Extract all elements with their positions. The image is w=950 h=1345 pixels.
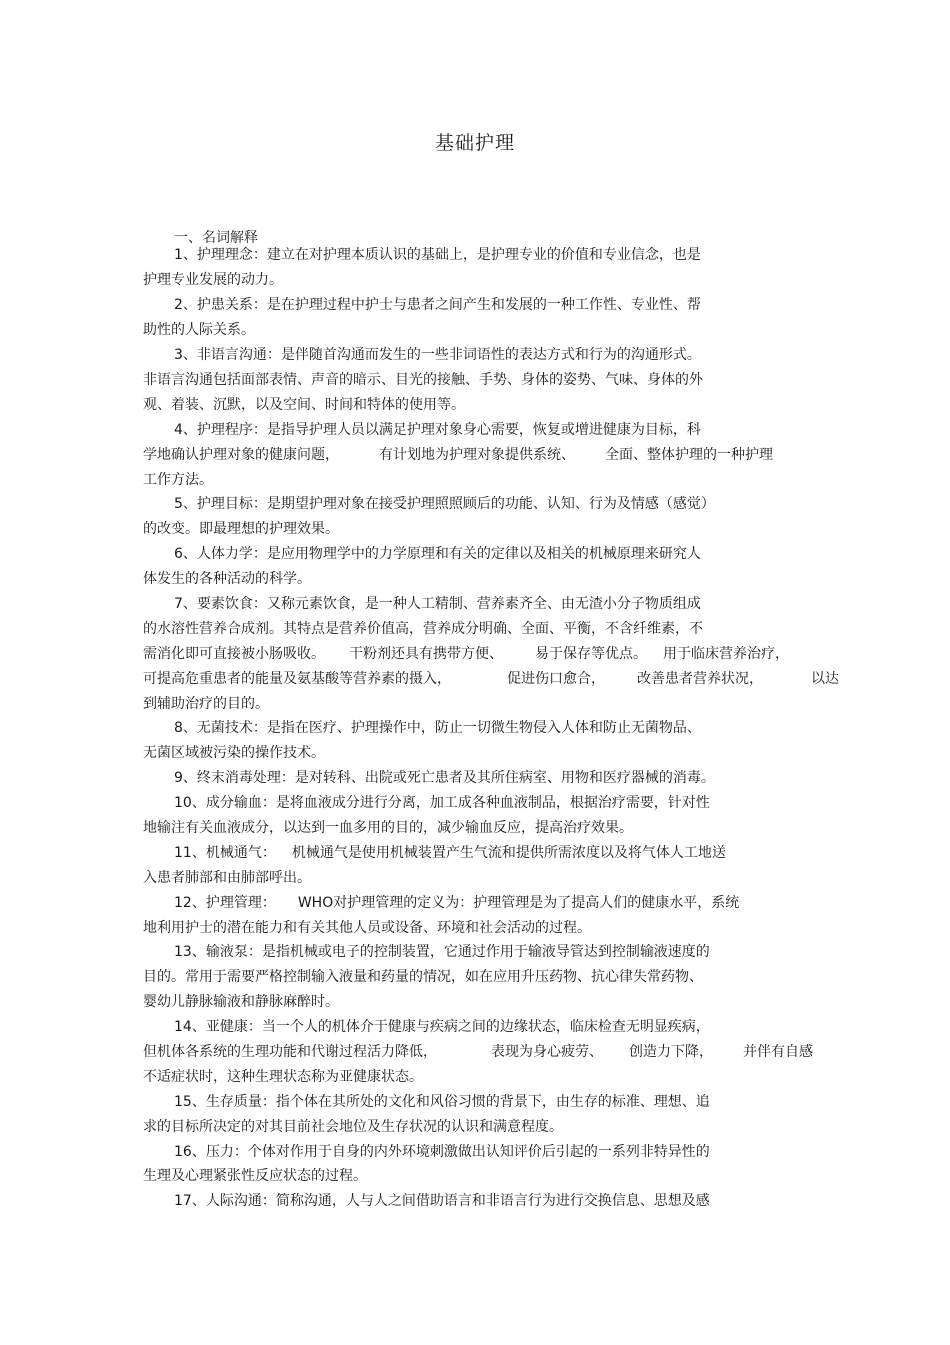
text-line [143, 370, 703, 390]
text-segment: 可提高危重患者的能量及氨基酸等营养素的摄入， [143, 671, 451, 687]
text-segment: 观、着装、沉默，以及空间、时间和特体的使用等。 [143, 397, 465, 413]
text-segment: 机械通气是使用机械装置产生气流和提供所需浓度以及将气体人工地送 [291, 845, 726, 861]
text-line [143, 669, 839, 689]
text-segment: 婴幼儿静脉输液和静脉麻醉时。 [143, 994, 339, 1010]
text-segment: 7、要素饮食：又称元素饮食，是一种人工精制、营养素齐全、由无渣小分子物质组成 [174, 596, 701, 612]
text-line [143, 569, 311, 589]
text-line [143, 992, 339, 1012]
term-definition-line [174, 295, 701, 315]
term-definition-line [174, 1092, 710, 1112]
text-line [143, 868, 311, 888]
text-line [143, 743, 325, 763]
text-segment: 的水溶性营养合成剂。其特点是营养价值高，营养成分明确、全面、平衡，不含纤维素，不 [143, 621, 703, 637]
text-segment: 入患者肺部和由肺部呼出。 [143, 870, 311, 886]
text-segment: 体发生的各种活动的科学。 [143, 571, 311, 587]
text-segment: 学地确认护理对象的健康问题， [143, 447, 339, 463]
text-segment: 工作方法。 [143, 472, 213, 488]
text-segment: 到辅助治疗的目的。 [143, 696, 269, 712]
term-definition-line [174, 1142, 710, 1162]
text-segment: 用于临床营养治疗， [663, 646, 789, 662]
text-segment: 生理及心理紧张性反应状态的过程。 [143, 1168, 367, 1184]
text-line [143, 918, 591, 938]
text-line [143, 395, 465, 415]
term-definition-line [174, 1017, 710, 1037]
text-segment: 无菌区域被污染的操作技术。 [143, 745, 325, 761]
text-segment: 14、亚健康：当一个人的机体介于健康与疾病之间的边缘状态，临床检查无明显疾病， [174, 1019, 710, 1035]
text-segment: 5、护理目标：是期望护理对象在接受护理照照顾后的功能、认知、行为及情感（感觉） [174, 496, 715, 512]
text-line [143, 445, 773, 465]
text-segment: 地输注有关血液成分，以达到一血多用的目的，减少输血反应，提高治疗效果。 [143, 820, 633, 836]
text-segment: 非语言沟通包括面部表情、声音的暗示、目光的接触、手势、身体的姿势、气味、身体的外 [143, 372, 703, 388]
term-definition-line [174, 544, 701, 564]
text-segment: 易于保存等优点。 [535, 646, 647, 662]
term-definition-line [174, 942, 710, 962]
text-line [143, 470, 213, 490]
text-segment: 3、非语言沟通：是伴随首沟通而发生的一些非词语性的表达方式和行为的沟通形式。 [174, 347, 701, 363]
text-segment: 12、护理管理： [174, 895, 276, 911]
text-line [143, 694, 269, 714]
text-segment: 不适症状时，这种生理状态称为亚健康状态。 [143, 1069, 423, 1085]
text-segment: 1、护理理念：建立在对护理本质认识的基础上，是护理专业的价值和专业信念，也是 [174, 247, 701, 263]
text-segment: 并伴有自感 [743, 1044, 813, 1060]
term-definition-line [174, 494, 715, 514]
text-segment: 15、生存质量：指个体在其所处的文化和风俗习惯的背景下，由生存的标准、理想、追 [174, 1094, 710, 1110]
text-line [143, 320, 255, 340]
term-definition-line [174, 843, 726, 863]
section-heading: 一、名词解释 [174, 230, 258, 246]
term-definition-line [174, 345, 701, 365]
text-segment: 地利用护士的潜在能力和有关其他人员或设备、环境和社会活动的过程。 [143, 920, 591, 936]
text-segment: 9、终末消毒处理：是对转科、出院或死亡患者及其所住病室、用物和医疗器械的消毒。 [174, 770, 715, 786]
text-segment: 但机体各系统的生理功能和代谢过程活力降低， [143, 1044, 437, 1060]
text-segment: 2、护患关系：是在护理过程中护士与患者之间产生和发展的一种工作性、专业性、帮 [174, 297, 701, 313]
text-line [143, 1166, 367, 1186]
term-definition-line [174, 718, 701, 738]
text-segment: 16、压力：个体对作用于自身的内外环境刺激做出认知评价后引起的一系列非特异性的 [174, 1144, 710, 1160]
page-title: 基础护理 [434, 132, 515, 154]
text-segment: 17、人际沟通：简称沟通，人与人之间借助语言和非语言行为进行交换信息、思想及感 [174, 1193, 710, 1209]
term-definition-line [174, 1191, 710, 1211]
text-line [143, 270, 283, 290]
text-line [143, 1117, 563, 1137]
text-segment: 目的。常用于需要严格控制输入液量和药量的情况，如在应用升压药物、抗心律失常药物、 [143, 969, 703, 985]
text-segment: 改善患者营养状况， [637, 671, 763, 687]
text-line [143, 967, 703, 987]
text-segment: 表现为身心疲劳、 [491, 1044, 603, 1060]
text-segment: 创造力下降， [629, 1044, 713, 1060]
text-segment: 护理专业发展的动力。 [143, 272, 283, 288]
term-definition-line [174, 793, 710, 813]
text-segment: 干粉剂还具有携带方便、 [349, 646, 503, 662]
text-line [143, 644, 789, 664]
text-line [143, 1042, 813, 1062]
text-line [143, 619, 703, 639]
text-segment: 求的目标所决定的对其目前社会地位及生存状况的认识和满意程度。 [143, 1119, 563, 1135]
text-line [143, 1067, 423, 1087]
text-segment: 4、护理程序：是指导护理人员以满足护理对象身心需要，恢复或增进健康为目标，科 [174, 422, 701, 438]
text-segment: 有计划地为护理对象提供系统、 [379, 447, 575, 463]
text-segment: 8、无菌技术：是指在医疗、护理操作中，防止一切微生物侵入人体和防止无菌物品、 [174, 720, 701, 736]
term-definition-line [174, 594, 701, 614]
term-definition-line [174, 893, 739, 913]
text-segment: 需消化即可直接被小肠吸收。 [143, 646, 325, 662]
text-segment: 11、机械通气： [174, 845, 276, 861]
term-definition-line [174, 768, 715, 788]
text-line [143, 818, 633, 838]
text-segment: 全面、整体护理的一种护理 [605, 447, 773, 463]
term-definition-line [174, 245, 701, 265]
text-segment: 助性的人际关系。 [143, 322, 255, 338]
text-segment: 的改变。即最理想的护理效果。 [143, 521, 339, 537]
text-segment: WHO对护理管理的定义为：护理管理是为了提高人们的健康水平，系统 [297, 895, 740, 911]
text-segment: 6、人体力学：是应用物理学中的力学原理和有关的定律以及相关的机械原理来研究人 [174, 546, 701, 562]
text-line [143, 519, 339, 539]
text-segment: 以达 [811, 671, 839, 687]
term-definition-line [174, 420, 701, 440]
text-segment: 促进伤口愈合， [507, 671, 605, 687]
text-segment: 13、输液泵：是指机械或电子的控制装置，它通过作用于输液导管达到控制输液速度的 [174, 944, 710, 960]
text-segment: 10、成分输血：是将血液成分进行分离，加工成各种血液制品，根据治疗需要，针对性 [174, 795, 710, 811]
